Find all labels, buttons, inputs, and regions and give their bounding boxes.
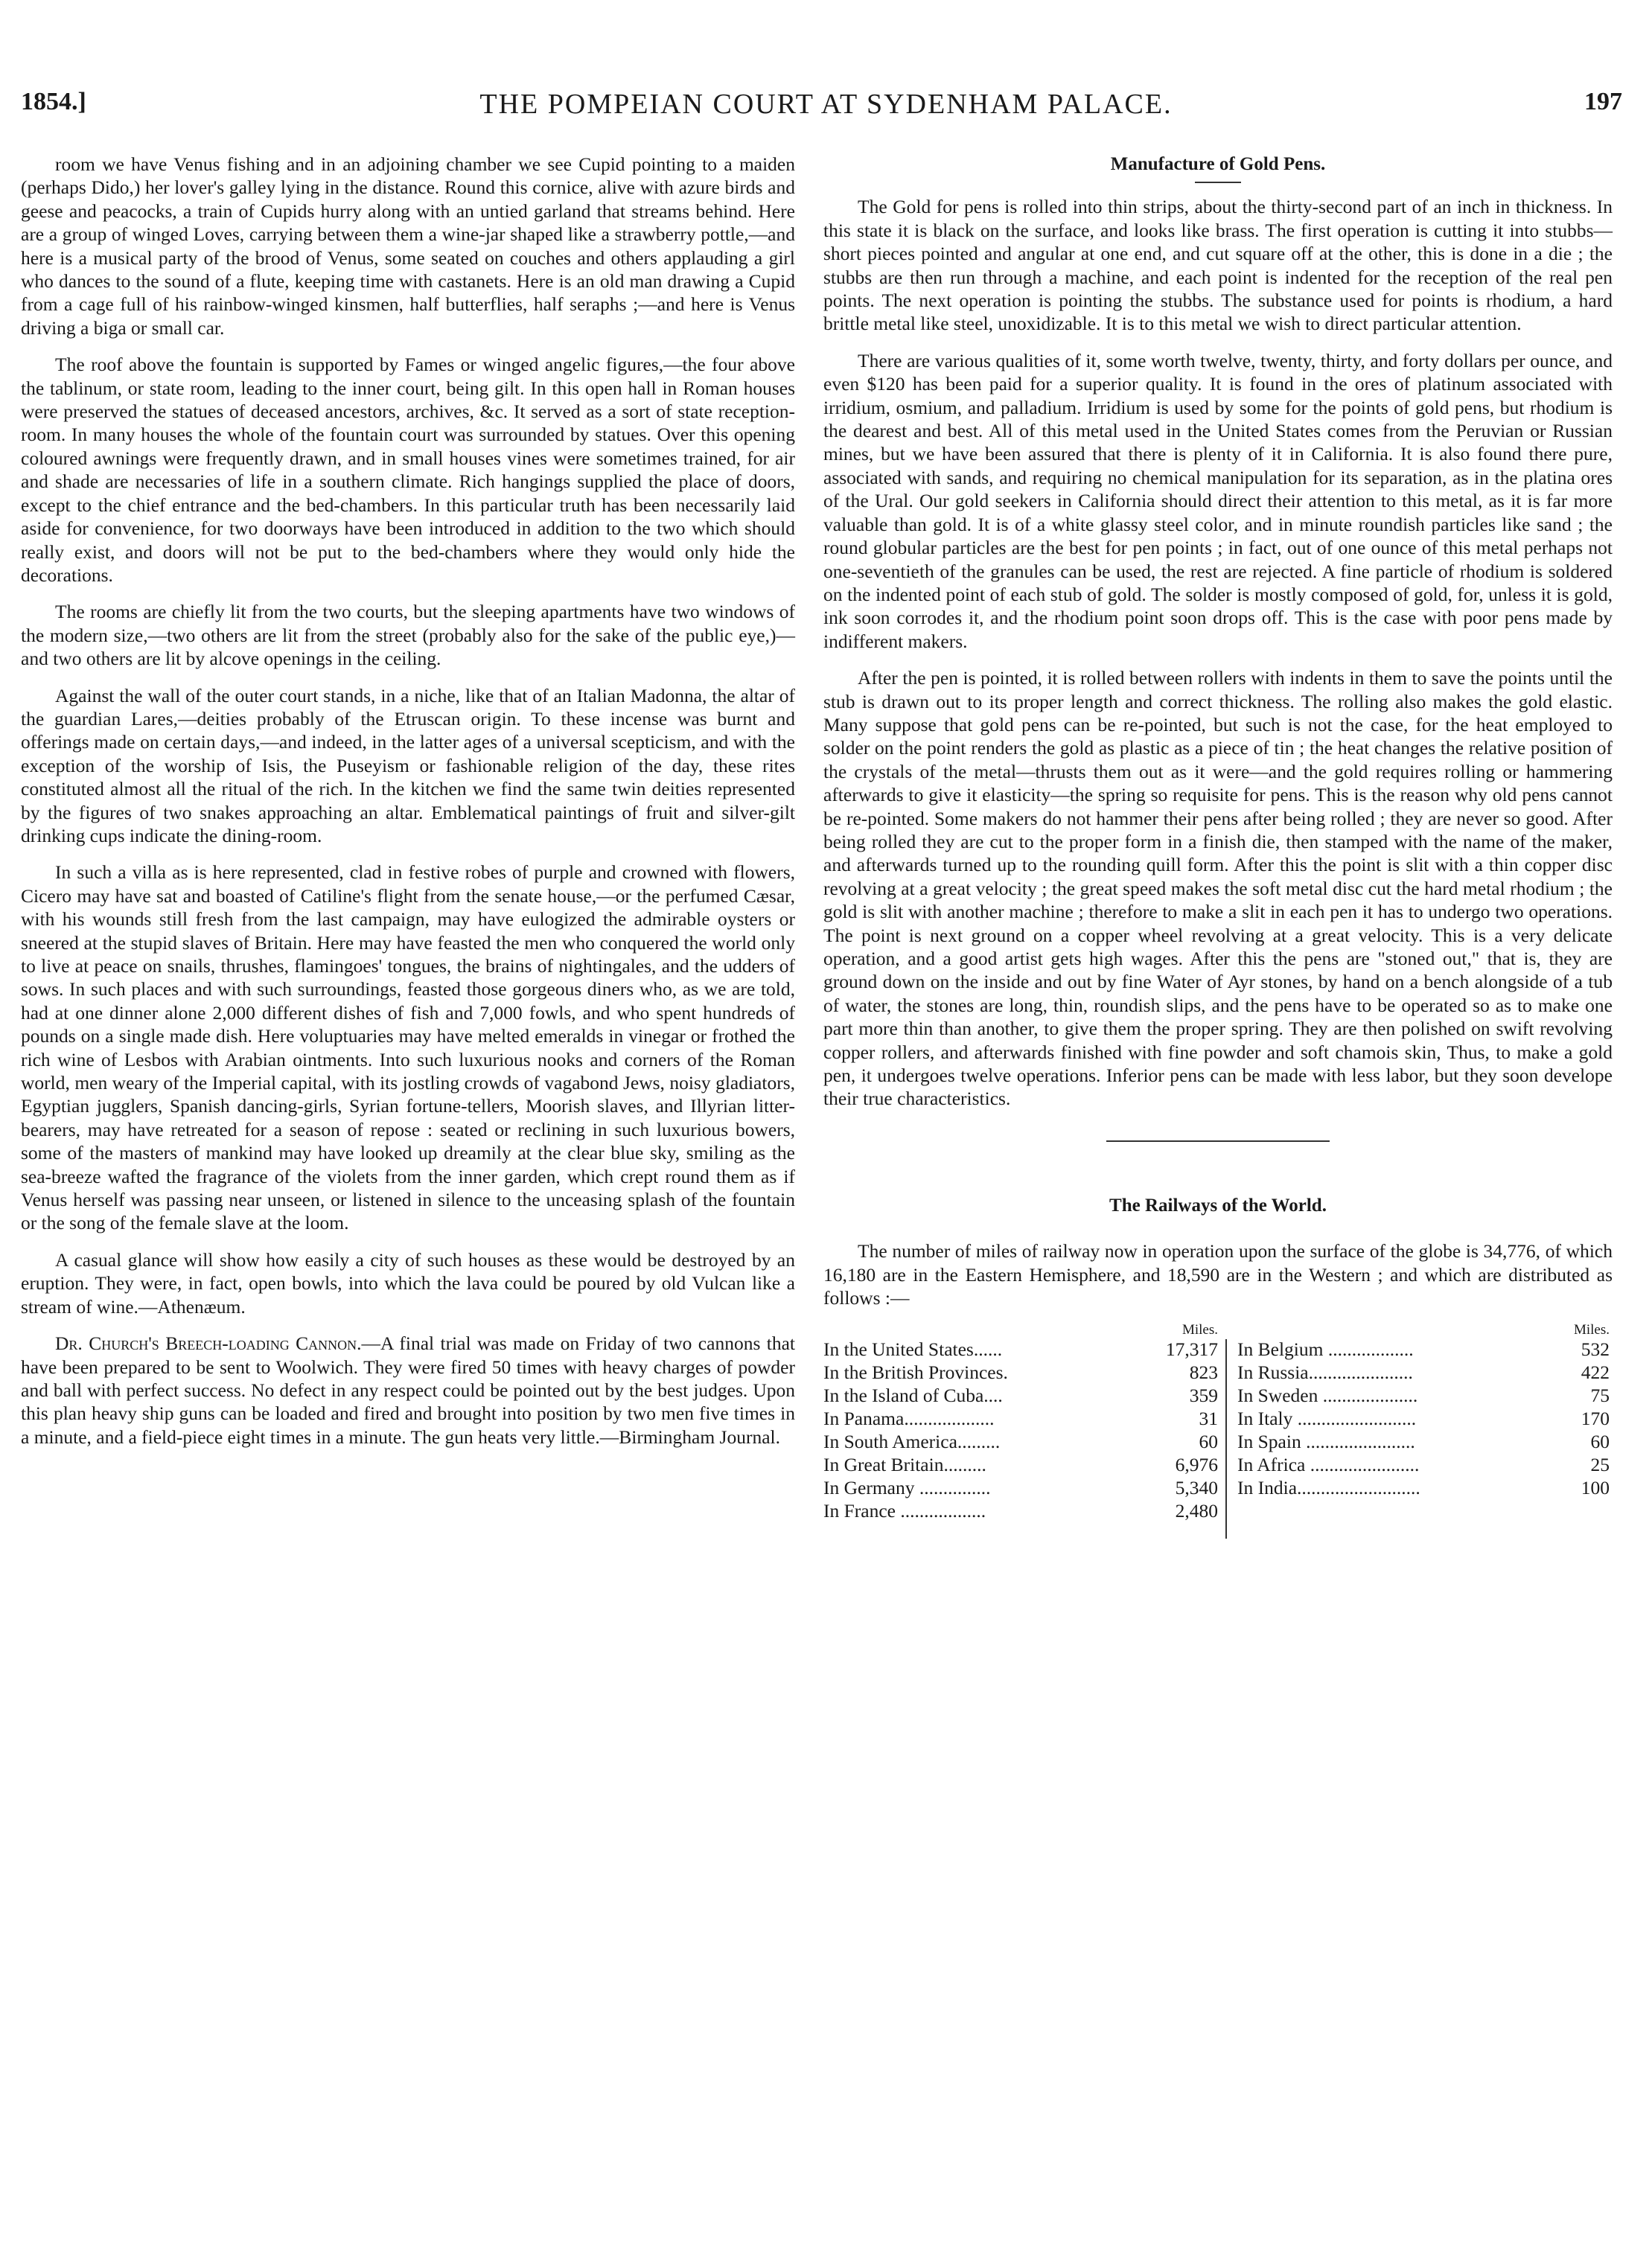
section-divider: [1106, 1140, 1330, 1142]
miles-cell: 422: [1581, 1361, 1610, 1384]
paragraph-gold-strips: The Gold for pens is rolled into thin strips, about the thirty-second part of an inch in thickness. In this state it is black on the surface, and looks like brass. The first operation is cutting it into stubbs—short pieces pointed and angular at one end, and cut square off at the other, this is done in a die ; the stubbs are then run through a machine, and each point is indented for the reception of the real pen points. The next operation is pointing the stubbs. The substance used for points is rhodium, a hard brittle metal like steel, unoxidizable. It is to this metal we wish to direct particular attention.: [823, 196, 1613, 335]
table-row: [823, 1499, 1218, 1522]
spacer: [823, 1223, 1613, 1239]
page-number: 197: [1584, 88, 1622, 115]
miles-cell: 31: [1199, 1408, 1218, 1430]
miles-cell: 100: [1581, 1477, 1610, 1499]
railway-rows-left: [823, 1338, 1218, 1522]
country-cell: In the British Provinces.: [823, 1361, 1008, 1384]
country-cell: In Belgium ..................: [1237, 1338, 1414, 1361]
divider: [1195, 182, 1241, 183]
miles-cell: 532: [1581, 1338, 1610, 1361]
railway-rows-right: [1237, 1338, 1610, 1499]
left-column: [21, 153, 795, 1449]
cannon-heading: Dr. Church's Breech-loading Cannon.: [55, 1332, 362, 1355]
miles-cell: 17,317: [1165, 1338, 1218, 1361]
running-head: [0, 88, 1652, 133]
miles-column-header: Miles.: [1181, 1322, 1218, 1338]
table-row: [823, 1361, 1218, 1384]
country-cell: In India..........................: [1237, 1477, 1420, 1499]
paragraph-roman-villa: In such a villa as is here represented, clad in festive robes of purple and crowned with flowers, Cicero may have sat and boasted of Catiline's flight from the senate house,—or the perfumed Cæsar, with his wounds still fresh from the last campaign, may have eulogized the admirable oysters or sneered at the stupid slaves of Britain. Here may have feasted the men who conquered the world only to live at peace on snails, thrushes, flamingoes' tongues, the brains of nightingales, and the udders of sows. In such places and with such surroundings, feasted those gorgeous diners who, as we are told, had at one dinner alone 2,000 different dishes of fish and 7,000 fowls, and who spent hundreds of pounds on a single made dish. Here voluptuaries may have melted emeralds in vinegar or frothed the rich wine of Lesbos with Arabian ointments. Into such luxurious nooks and corners of the Roman world, men weary of the Imperial capital, with its jostling crowds of vagabond Jews, noisy gladiators, Egyptian jugglers, Spanish dancing-girls, Syrian fortune-tellers, Moorish slaves, and Illyrian litter-bearers, may have retreated for a season of repose : seated or reclining in such luxurious bowers, some of the masters of mankind may have looked up dreamily at the clear blue sky, smiling as the sea-breeze wafted the fragrance of the violets from the inner garden, which crept round them as if Venus herself was passing near unseen, or listened in silence to the unceasing splash of the fountain or the song of the female slave at the loom.: [21, 861, 795, 1234]
miles-cell: 359: [1189, 1385, 1218, 1407]
miles-column-header: Miles.: [1573, 1322, 1610, 1338]
table-row: [823, 1407, 1218, 1430]
cannon-body: —A final trial was made on Friday of two cannons that have been prepared to be sent to Woolwich. They were fired 50 times with heavy charges of powder and ball with perfect success. No defect in any respect could be pointed out by the best judges. Upon this plan heavy ship guns can be loaded and fired and brought into position by two men five times in a minute, and a field-piece eight times in a minute. The gun heats very little.—Birmingham Journal.: [21, 1332, 795, 1448]
miles-cell: 75: [1590, 1385, 1610, 1407]
miles-cell: 60: [1199, 1431, 1218, 1453]
paragraph-rooms-lit: The rooms are chiefly lit from the two courts, but the sleeping apartments have two windows of the modern size,—two others are lit from the street (probably also for the sake of the public eye,)—and two others are lit by alcove openings in the ceiling.: [21, 601, 795, 670]
right-column: [823, 153, 1613, 1546]
paragraph-venus-cornice: room we have Venus fishing and in an adjoining chamber we see Cupid pointing to a maiden (perhaps Dido,) her lover's galley lying in the distance. Round this cornice, alive with azure birds and geese and peacocks, a train of Cupids hurry along with an untied garland that streams behind. Here are a group of winged Loves, carrying between them a wine-jar shaped like a strawberry pottle,—and here is a musical party of the brood of Venus, some seated on couches and others applauding a girl who dances to the sound of a flute, keeping time with castanets. Here is an old man drawing a Cupid from a cage full of his rainbow-winged kinsmen, half butterflies, half seraphs ;—and here is Venus driving a biga or small car.: [21, 153, 795, 339]
railway-table-left: [823, 1323, 1218, 1522]
miles-cell: 25: [1590, 1454, 1610, 1476]
country-cell: In the United States......: [823, 1338, 1003, 1361]
paragraph-rhodium: There are various qualities of it, some worth twelve, twenty, thirty, and forty dollars per ounce, and even $120 has been paid for a superior quality. It is found in the ores of platinum associated with irridium, osmium, and palladium. Irridium is used by some for the points of gold pens, but rhodium is the dearest and best. All of this metal used in the United States comes from the Peruvian or Russian mines, but we have been assured that there is plenty of it in California. It is also found there pure, associated with sands, and requiring no chemical manipulation for its separation, as in the platina ores of the Ural. Our gold seekers in California should direct their attention to this metal, as it is far more valuable than gold. It is of a white glassy steel color, and in minute roundish particles like sand ; the round globular particles are the best for pen points ; in fact, out of one ounce of this metal perhaps not one-seventieth of the granules can be used, the rest are rejected. A fine particle of rhodium is soldered on the indented point of each stub of gold. The solder is mostly composed of gold, for, unless it is gold, ink soon corrodes it, and the rhodium point soon drops off. This is the case with poor pens made by indifferent makers.: [823, 349, 1613, 652]
paragraph-railway-miles: The number of miles of railway now in operation upon the surface of the globe is 34,776, of which 16,180 are in the Eastern Hemisphere, and 18,590 are in the Western ; and which are distributed as follows :—: [823, 1240, 1613, 1309]
railway-table-right: [1237, 1323, 1610, 1499]
miles-cell: 5,340: [1175, 1477, 1218, 1499]
miles-cell: 60: [1590, 1431, 1610, 1453]
table-row: [1237, 1430, 1610, 1453]
table-row: [1237, 1453, 1610, 1476]
country-cell: In the Island of Cuba....: [823, 1385, 1003, 1407]
page-title: THE POMPEIAN COURT AT SYDENHAM PALACE.: [479, 89, 1173, 120]
miles-cell: 823: [1189, 1361, 1218, 1384]
country-cell: In Italy .........................: [1237, 1408, 1417, 1430]
country-cell: In Russia......................: [1237, 1361, 1413, 1384]
country-cell: In Germany ...............: [823, 1477, 991, 1499]
railways-heading: The Railways of the World.: [1109, 1195, 1327, 1216]
table-row: [1237, 1361, 1610, 1384]
table-row: [823, 1476, 1218, 1499]
gold-pens-heading: Manufacture of Gold Pens.: [1110, 154, 1326, 174]
country-cell: In Spain .......................: [1237, 1431, 1415, 1453]
miles-cell: 6,976: [1175, 1454, 1218, 1476]
table-row: [1237, 1338, 1610, 1361]
railway-tables: [823, 1323, 1613, 1546]
miles-cell: 170: [1581, 1408, 1610, 1430]
paragraph-roof-fountain: The roof above the fountain is supported by Fames or winged angelic figures,—the four above the tablinum, or state room, leading to the inner court, being gilt. In this open hall in Roman houses were preserved the statues of deceased ancestors, archives, &c. It served as a sort of state reception-room. In many houses the whole of the fountain court was surrounded by statues. Over this opening coloured awnings were frequently drawn, and in small houses vines were sometimes trained, for air and shade are necessaries of life in a southern climate. Rich hangings supplied the place of doors, except to the chief entrance and the bed-chambers. In this particular truth has been necessarily laid aside for convenience, for two doorways have been introduced in addition to the two which should really exist, and doors will not be put to the bed-chambers where they would only hide the decorations.: [21, 354, 795, 586]
country-cell: In Africa .......................: [1237, 1454, 1420, 1476]
table-row: [823, 1384, 1218, 1407]
miles-cell: 2,480: [1175, 1500, 1218, 1522]
header-year: 1854.]: [21, 88, 86, 115]
paragraph-pen-rolling: After the pen is pointed, it is rolled between rollers with indents in them to save the points until the stub is drawn out to its proper length and correct thickness. The rolling also makes the gold elastic. Many suppose that gold pens can be re-pointed, but such is not the case, for the heat employed to solder on the point renders the gold as plastic as a piece of tin ; the heat changes the relative position of the crystals of the metal—thrusts them out as it were—and the gold requires rolling or hammering afterwards to give it elasticity—the spring so requisite for pens. This is the reason why old pens cannot be re-pointed. Some makers do not hammer their pens after being rolled ; they are never so good. After being rolled they are cut to the proper form in a finish die, then stamped with the name of the maker, and afterwards turned up to the rounding quill form. After this the point is slit with a thin copper disc revolving at a great velocity ; the great speed makes the soft metal disc cut the hard metal rhodium ; the gold is slit with another machine ; therefore to make a slit in each pen it has to undergo two operations. The point is next ground on a copper wheel revolving at a great velocity. This is a very delicate operation, and a good artist gets high wages. After this the pens are "stoned out," that is, they are ground down on the inside and out by fine Water of Ayr stones, by hand on a bench alongside of a tub of water, the stones are long, thin, roundish slips, and the pens have to be operated so as to make one part more thin than another, to give them the proper spring. They are then polished on swift revolving copper rollers, and afterwards finished with fine powder and soft chamois skin, Thus, to make a gold pen, it undergoes twelve operations. Inferior pens can be made with less labor, but they soon develope their true characteristics.: [823, 667, 1613, 1110]
country-cell: In Great Britain.........: [823, 1454, 986, 1476]
paragraph-eruption: A casual glance will show how easily a city of such houses as these would be destroyed by an eruption. They were, in fact, open bowls, into which the lava could be poured by old Vulcan like a stream of wine.—Athenæum.: [21, 1248, 795, 1318]
table-row: [1237, 1407, 1610, 1430]
table-row: [1237, 1476, 1610, 1499]
table-row: [823, 1453, 1218, 1476]
table-row: [823, 1430, 1218, 1453]
table-divider: [1225, 1339, 1227, 1539]
country-cell: In Panama...................: [823, 1408, 995, 1430]
country-cell: In South America.........: [823, 1431, 1001, 1453]
paragraph-lares-altar: Against the wall of the outer court stands, in a niche, like that of an Italian Madonna, the altar of the guardian Lares,—deities probably of the Etruscan origin. To these incense was burnt and offerings made on certain days,—and indeed, in the latter ages of a universal scepticism, and with the exception of the worship of Isis, the Puseyism or fashionable religion of the day, these rites constituted almost all the ritual of the rich. In the kitchen we find the same twin deities represented by the figures of two snakes approaching an altar. Emblematical paintings of fruit and silver-gilt drinking cups indicate the dining-room.: [21, 684, 795, 846]
country-cell: In Sweden ....................: [1237, 1385, 1418, 1407]
paragraph-breech-cannon: [21, 1332, 795, 1449]
table-row: [1237, 1384, 1610, 1407]
table-row: [823, 1338, 1218, 1361]
country-cell: In France ..................: [823, 1500, 986, 1522]
